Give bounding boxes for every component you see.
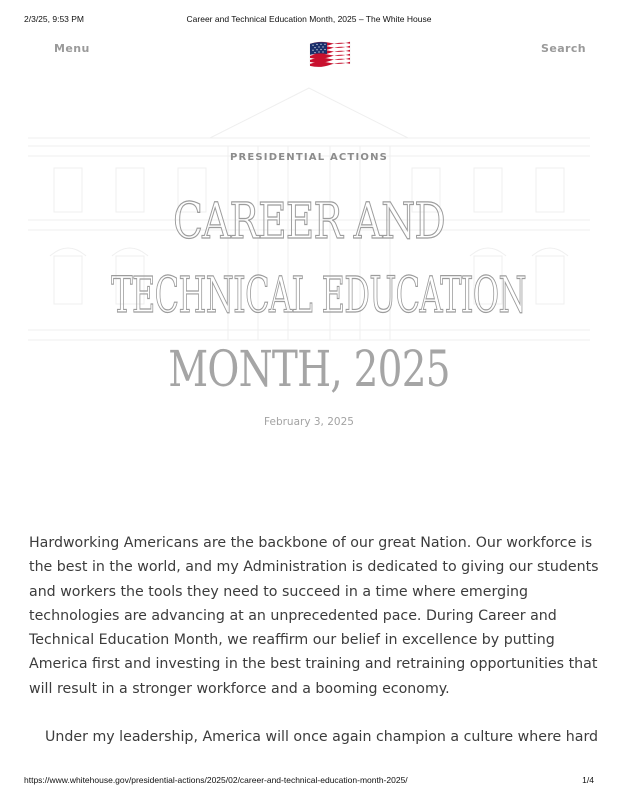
print-footer <box>0 775 618 789</box>
paragraph-line: will result in a stronger workforce and a booming economy. <box>29 680 450 697</box>
american-flag-icon[interactable] <box>308 40 352 70</box>
title-line-2: TECHNICAL EDUCATION <box>111 266 526 324</box>
print-doc-title: Career and Technical Education Month, 2025 – The White House <box>186 14 432 24</box>
paragraph-line: and workers the tools they need to succeed in a time where emerging <box>29 583 529 600</box>
print-url: https://www.whitehouse.gov/presidential-actions/2025/02/career-and-technical-education-month-2025/ <box>24 775 408 785</box>
page-number: 1/4 <box>582 775 594 785</box>
print-header <box>0 14 618 28</box>
print-datetime: 2/3/25, 9:53 PM <box>24 14 85 24</box>
title-line-3: MONTH, 2025 <box>168 340 450 398</box>
menu-button[interactable]: Menu <box>54 42 90 55</box>
body-paragraph-2 <box>45 725 611 749</box>
paragraph-line: Under my leadership, America will once again champion a culture where hard <box>45 729 599 745</box>
paragraph-line: Hardworking Americans are the backbone of our great Nation. Our workforce is <box>29 535 593 551</box>
section-eyebrow: PRESIDENTIAL ACTIONS <box>229 152 389 163</box>
body-paragraph-1 <box>29 531 599 701</box>
search-button[interactable]: Search <box>541 42 586 55</box>
paragraph-line: the best in the world, and my Administration is dedicated to giving our students <box>29 559 599 576</box>
publish-date: February 3, 2025 <box>264 416 354 428</box>
page-title <box>0 184 618 406</box>
paragraph-line: technologies are advancing at an unprecedented pace. During Career and <box>29 607 557 624</box>
paragraph-line: America first and investing in the best training and retraining opportunities that <box>29 656 598 673</box>
paragraph-line: Technical Education Month, we reaffirm our belief in excellence by putting <box>29 632 555 649</box>
title-line-1: CAREER AND <box>173 192 445 250</box>
